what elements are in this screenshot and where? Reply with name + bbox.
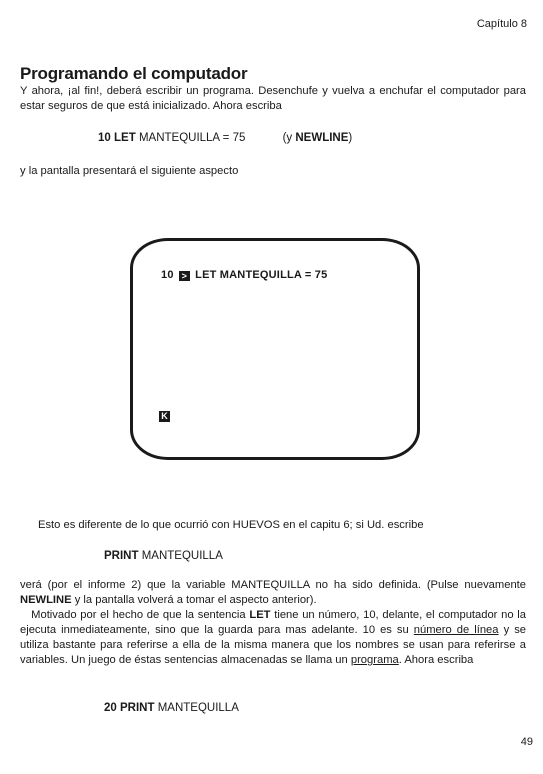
tv-screen-illustration [130, 238, 420, 460]
keyword-let: LET [249, 609, 271, 621]
underlined-term-program: programa [350, 654, 399, 666]
keyword-print: PRINT [104, 550, 139, 562]
k-cursor-icon: K [159, 411, 170, 422]
keyword-let: LET [114, 132, 136, 144]
paragraph-huevos: Esto es diferente de lo que ocurrió con HUEVOS en el capitu 6; si Ud. escribe [38, 519, 424, 531]
line-number: 20 [104, 702, 117, 714]
intro-paragraph: Y ahora, ¡al fin!, deberá escribir un programa. Desenchufe y vuelva a enchufar el computador para estar seguros de que está inicializado. Ahora escriba [20, 85, 526, 112]
keyword-newline: NEWLINE [295, 132, 349, 144]
code-line-20-print [104, 702, 239, 714]
keyword-newline: NEWLINE [20, 594, 72, 606]
screen-intro-text: y la pantalla presentará el siguiente aspecto [20, 165, 239, 177]
code-statement: MANTEQUILLA = 75 [138, 132, 246, 144]
section-title: Programando el computador [20, 64, 248, 83]
code-statement: MANTEQUILLA [157, 702, 239, 714]
screen-line-text: LET MANTEQUILLA = 75 [195, 269, 328, 281]
paragraph-explanation: verá (por el informe 2) que la variable MANTEQUILLA no ha sido definida. (Pulse nuevamente NEWLINE y la pantalla volverá a tomar el aspecto anterior). Motivado por el hecho de que la sentencia LET tiene un número, 10, delante, el computador no la ejecuta inmediateamente, sino que la guarda para mas adelante. 10 es su número de línea y se utiliza bastante para referirse a ella de la misma manera que los nombres se usan para referirse a variables. Un juego de éstas sentencias almacenadas se llama un programa. Ahora escriba [20, 579, 527, 666]
screen-program-line [161, 269, 327, 281]
newline-note: (y NEWLINE) [282, 132, 353, 144]
chapter-header: Capítulo 8 [476, 18, 527, 30]
program-cursor-icon: > [179, 271, 190, 281]
code-line-print [104, 550, 223, 562]
keyword-print: PRINT [120, 702, 155, 714]
page-number: 49 [520, 736, 533, 748]
screen-line-number: 10 [161, 269, 174, 281]
code-statement: MANTEQUILLA [141, 550, 223, 562]
underlined-term-line-number: número de línea [413, 624, 499, 636]
code-line-let [98, 132, 352, 144]
line-number: 10 [98, 132, 111, 144]
